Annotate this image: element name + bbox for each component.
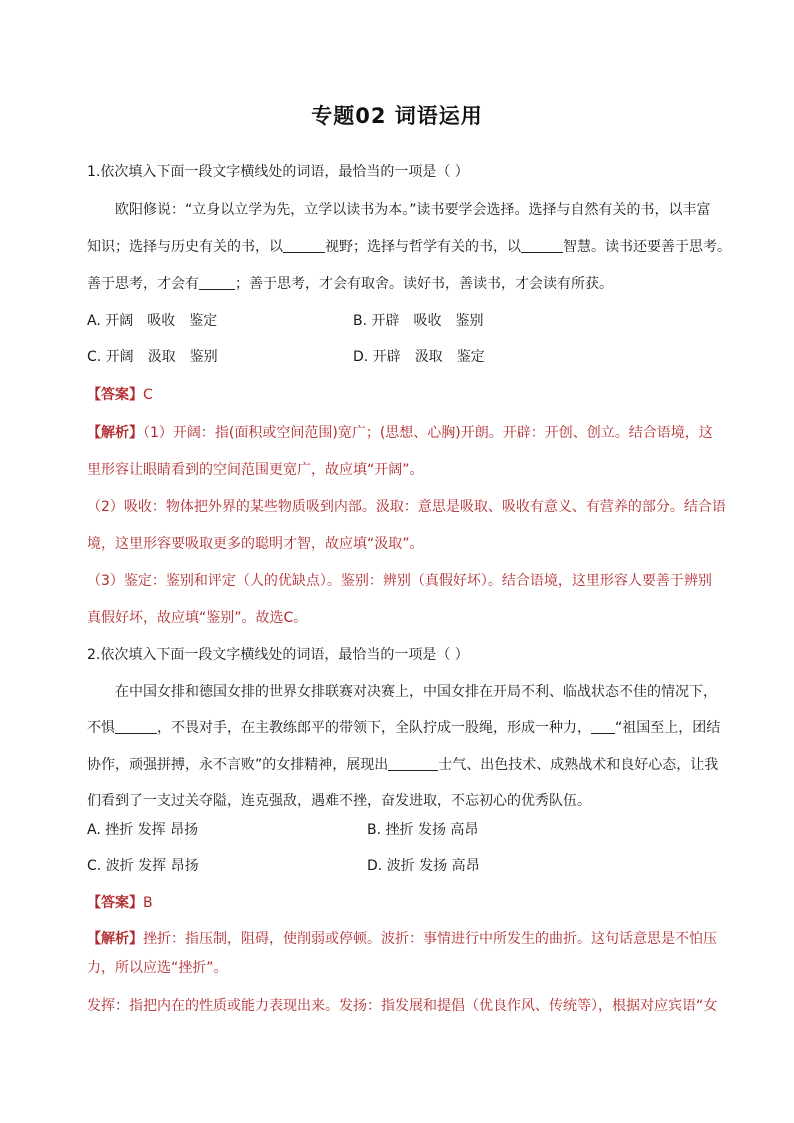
q1-option-c: C. 开阔 汲取 鉴别 xyxy=(87,349,218,365)
answer-value: C xyxy=(143,387,153,403)
q2-passage-line-4: 们看到了一支过关夺隘，连克强敌，遇难不挫，奋发进取，不忘初心的优秀队伍。 xyxy=(87,793,591,809)
q2-passage-line-2: 不惧 ，不畏对手，在主教练郎平的带领下，全队拧成一股绳，形成一种力， “祖国至上，团结 xyxy=(87,720,721,736)
question-1-stem: 1.依次填入下面一段文字横线处的词语，最恰当的一项是（ ） xyxy=(87,164,469,180)
q1-text: 知识；选择与历史有关的书，以 xyxy=(87,239,283,255)
fill-blank xyxy=(388,756,438,771)
q1-analysis-line-4: 境，这里形容要吸取更多的聪明才智，故应填“汲取”。 xyxy=(87,536,424,552)
q2-analysis-line-3: 发挥：指把内在的性质或能力表现出来。发扬：指发展和提倡（优良作风、传统等），根据对应宾语“女 xyxy=(87,998,718,1014)
q1-analysis-line-5: （3）鉴定：鉴别和评定（人的优缺点）。鉴别：辨别（真假好坏）。结合语境，这里形容人要善于辨别 xyxy=(87,573,712,589)
q1-option-d: D. 开辟 汲取 鉴定 xyxy=(353,349,485,365)
q2-option-c: C. 波折 发挥 昂扬 xyxy=(87,858,199,874)
question-2-stem: 2.依次填入下面一段文字横线处的词语，最恰当的一项是（ ） xyxy=(87,647,469,663)
q2-option-d: D. 波折 发扬 高昂 xyxy=(367,858,480,874)
fill-blank xyxy=(591,719,615,734)
q2-answer xyxy=(87,893,727,913)
q2-option-b: B. 挫折 发扬 高昂 xyxy=(367,822,479,838)
q2-passage-line-3: 协作，顽强拼搏，永不言败”的女排精神，展现出 士气、出色技术、成熟战术和良好心态，让我 xyxy=(87,757,719,773)
q1-option-a: A. 开阔 吸收 鉴定 xyxy=(87,313,218,329)
q1-text: 智慧。读书还要善于思考。 xyxy=(563,239,731,255)
q1-analysis-line-2: 里形容让眼睛看到的空间范围更宽广，故应填“开阔”。 xyxy=(87,462,424,478)
fill-blank xyxy=(115,719,157,734)
answer-label: 【答案】 xyxy=(87,387,143,403)
q1-analysis-line-3: （2）吸收：物体把外界的某些物质吸到内部。汲取：意思是吸取、吸收有意义、有营养的部分。结合语 xyxy=(87,499,726,515)
q1-passage-line-1: 欧阳修说：“立身以立学为先，立学以读书为本。”读书要学会选择。选择与自然有关的书，以丰富 xyxy=(115,202,711,218)
page-title: 专题02 词语运用 xyxy=(311,104,483,128)
q2-option-a: A. 挫折 发挥 昂扬 xyxy=(87,822,199,838)
answer-label: 【答案】 xyxy=(87,895,143,911)
q1-text: 视野；选择与哲学有关的书，以 xyxy=(325,239,521,255)
fill-blank xyxy=(283,238,325,253)
q2-analysis-line-2: 力，所以应选“挫折”。 xyxy=(87,960,228,976)
q1-answer xyxy=(87,385,727,405)
fill-blank xyxy=(199,275,235,290)
q1-text: 善于思考，才会有 xyxy=(87,276,199,292)
analysis-label: 【解析】 xyxy=(87,931,143,947)
q1-passage-line-2 xyxy=(87,237,731,257)
q1-text: ；善于思考，才会有取舍。读好书，善读书，才会读有所获。 xyxy=(235,276,613,292)
q2-passage-line-1: 在中国女排和德国女排的世界女排联赛对决赛上，中国女排在开局不利、临战状态不佳的情况下， xyxy=(115,684,717,700)
q2-analysis-line-1: 【解析】挫折：指压制，阻碍，使削弱或停顿。波折：事情进行中所发生的曲折。这句话意思是不怕压 xyxy=(87,931,717,947)
q1-passage-line-3 xyxy=(87,274,727,294)
q1-analysis-line-1: 【解析】（1）开阔：指(面积或空间范围)宽广；(思想、心胸)开朗。开辟：开创、创立。结合语境，这 xyxy=(87,425,713,441)
analysis-label: 【解析】 xyxy=(87,425,143,441)
answer-value: B xyxy=(143,895,153,911)
fill-blank xyxy=(521,238,563,253)
q1-analysis-line-6: 真假好坏，故应填“鉴别”。故选C。 xyxy=(87,610,308,626)
q1-option-b: B. 开辟 吸收 鉴别 xyxy=(353,313,484,329)
